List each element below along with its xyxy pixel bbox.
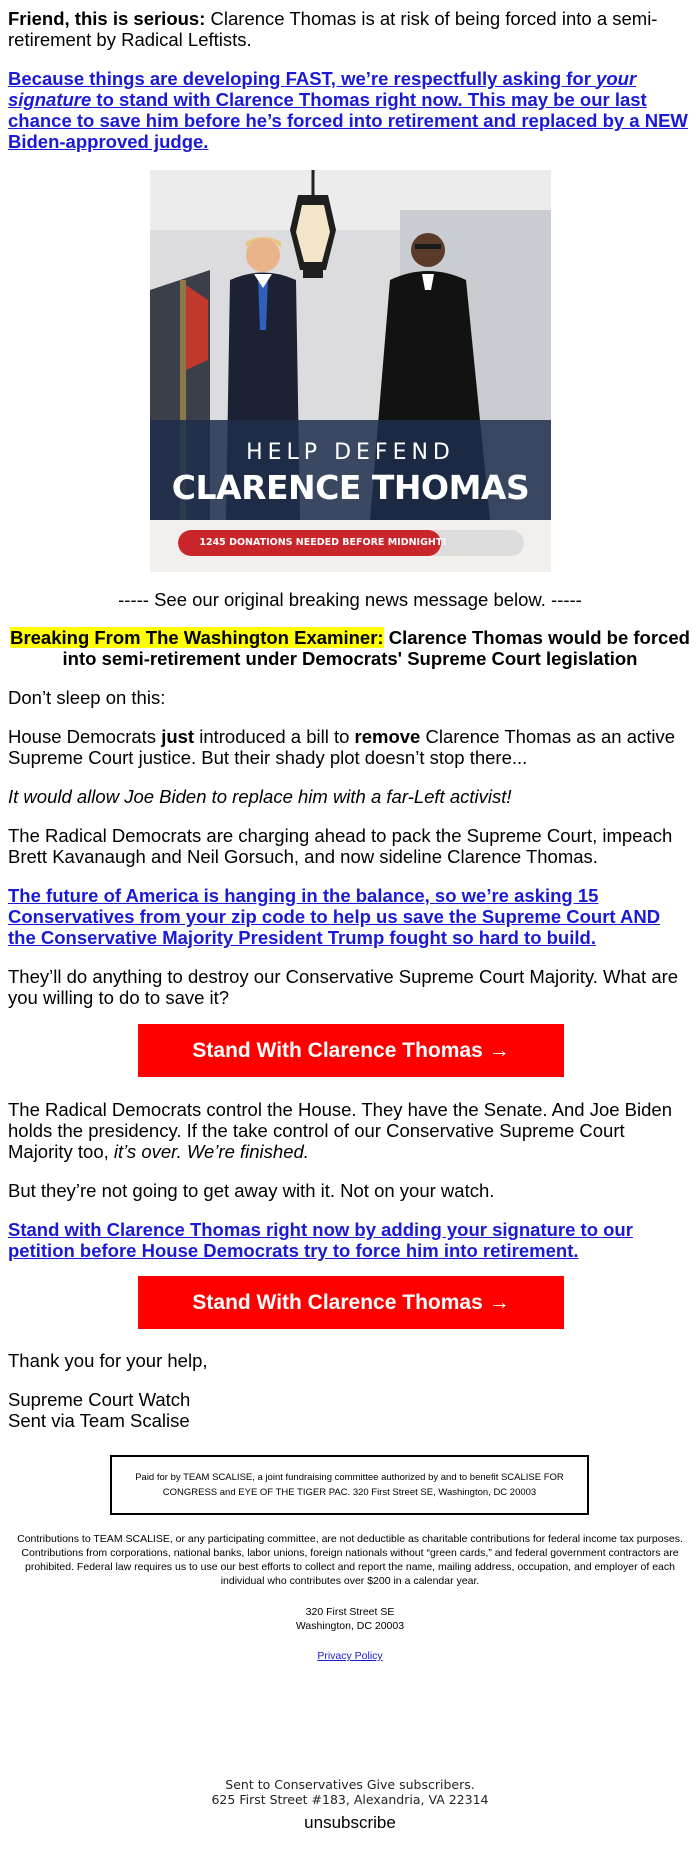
- body-p4: The Radical Democrats are charging ahead to pack the Supreme Court, impeach Brett Kavanaugh and Neil Gorsuch, and now sideline Clarence Thomas.: [8, 825, 673, 867]
- body-p2-b: just: [161, 726, 195, 747]
- intro-bold-lead: Friend, this is serious:: [8, 8, 206, 29]
- breaking-highlight: Breaking From The Washington Examiner:: [10, 627, 384, 648]
- body-p1: Don’t sleep on this:: [8, 687, 166, 708]
- stand-with-thomas-button-2[interactable]: Stand With Clarence Thomas →: [138, 1276, 564, 1329]
- address-line2: Washington, DC 20003: [295, 1620, 405, 1632]
- privacy-policy-link[interactable]: Privacy Policy: [317, 1650, 383, 1662]
- breaking-headline: [8, 627, 692, 669]
- body-p2-a: House Democrats: [8, 726, 162, 747]
- petition-link-bottom[interactable]: Stand with Clarence Thomas right now by adding your signature to our petition before House Democrats try to force him into retirement.: [8, 1219, 633, 1261]
- thanks-text: Thank you for your help,: [8, 1350, 208, 1371]
- unsubscribe-link[interactable]: unsubscribe: [304, 1813, 396, 1832]
- disclaimer-text: Contributions to TEAM SCALISE, or any participating committee, are not deductible as charitable contributions for federal income tax purposes. Contributions from corporations, national banks, labor unions, foreign nationals without “green cards,” and federal government contractors are prohibited. Federal law requires us to use our best efforts to collect and report the name, mailing address, occupation, and employer of each individual who contributes over $200 in a calendar year.: [17, 1533, 683, 1587]
- body-p2-c: introduced a bill to: [194, 726, 355, 747]
- body-p3: It would allow Joe Biden to replace him with a far-Left activist!: [8, 786, 512, 807]
- body-p2: [8, 726, 692, 768]
- signature-line1: Supreme Court Watch: [8, 1389, 191, 1410]
- footer-line2: 625 First Street #183, Alexandria, VA 22314: [211, 1792, 489, 1807]
- paid-for-text: Paid for by TEAM SCALISE, a joint fundraising committee authorized by and to benefit SCALISE FOR CONGRESS and EYE OF THE TIGER PAC. 320 First Street SE, Washington, DC 20003: [135, 1472, 564, 1498]
- body-p6-b: it’s over. We’re finished.: [113, 1141, 309, 1162]
- breaking-rest: Clarence Thomas would be forced into semi-retirement under Democrats' Supreme Court legislation: [62, 627, 690, 669]
- footer-line1: Sent to Conservatives Give subscribers.: [225, 1777, 475, 1792]
- body-p7: But they’re not going to get away with it. Not on your watch.: [8, 1180, 495, 1201]
- body-p6-a: The Radical Democrats control the House. They have the Senate. And Joe Biden holds the presidency. If the take control of our Conservative Supreme Court Majority too,: [8, 1099, 672, 1162]
- donation-progress-bar: [178, 530, 524, 556]
- help-defend-banner[interactable]: [150, 170, 551, 572]
- signature-line2: Sent via Team Scalise: [8, 1410, 190, 1431]
- body-p2-d: remove: [354, 726, 421, 747]
- petition-link-top-italic[interactable]: your signature: [8, 68, 637, 110]
- divider-text: ----- See our original breaking news message below. -----: [118, 589, 582, 610]
- intro-text: Clarence Thomas is at risk of being forced into a semi-retirement by Radical Leftists.: [8, 8, 658, 50]
- banner-title-line1: HELP DEFEND: [246, 440, 455, 465]
- petition-link-top-part1[interactable]: Because things are developing FAST, we’re respectfully asking for: [8, 68, 597, 89]
- body-p6: [8, 1099, 692, 1162]
- stand-with-thomas-button-1[interactable]: Stand With Clarence Thomas →: [138, 1024, 564, 1077]
- donation-progress-label: 1245 DONATIONS NEEDED BEFORE MIDNIGHT!: [199, 537, 447, 548]
- intro-paragraph: [8, 8, 692, 50]
- save-court-link[interactable]: The future of America is hanging in the balance, so we’re asking 15 Conservatives from your zip code to help us save the Supreme Court AND the Conservative Majority President Trump fought so hard to build.: [8, 885, 661, 948]
- body-p2-e: Clarence Thomas as an active Supreme Court justice. But their shady plot doesn’t stop there...: [8, 726, 676, 768]
- paid-for-box: [110, 1455, 589, 1515]
- address-line1: 320 First Street SE: [305, 1606, 395, 1618]
- banner-title-line2: CLARENCE THOMAS: [171, 468, 530, 507]
- petition-link-top[interactable]: [8, 68, 692, 152]
- body-p5: They’ll do anything to destroy our Conservative Supreme Court Majority. What are you willing to do to save it?: [8, 966, 679, 1008]
- petition-link-top-part2[interactable]: to stand with Clarence Thomas right now. This may be our last chance to save him before he’s forced into retirement and replaced by a NEW Biden-approved judge.: [8, 89, 688, 152]
